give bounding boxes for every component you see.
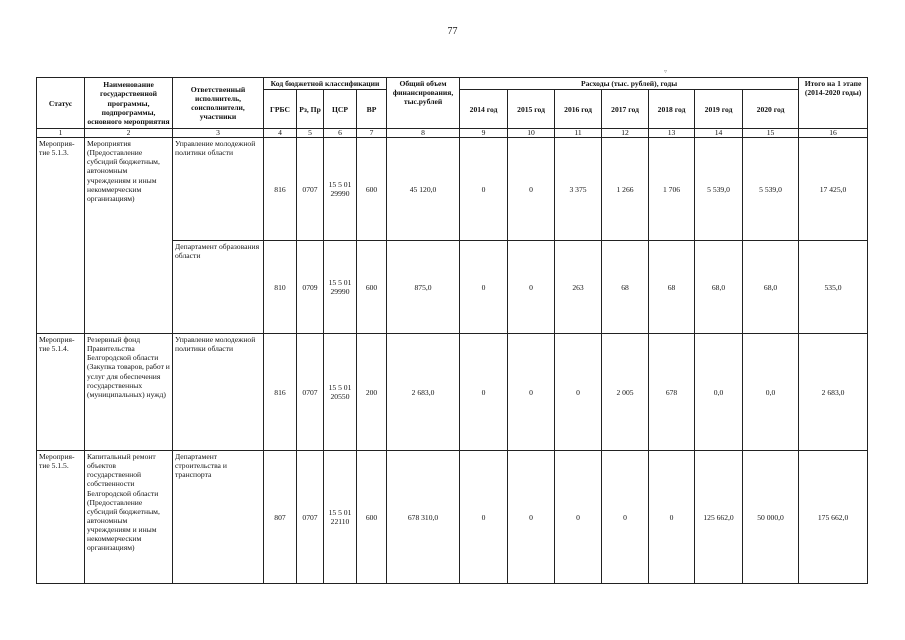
column-number: 11 — [555, 129, 602, 138]
column-number-row — [37, 129, 868, 138]
row-vr: 600 — [357, 138, 387, 241]
column-number: 7 — [357, 129, 387, 138]
table-row — [37, 451, 868, 584]
header-expenses: Расходы (тыс. рублей), годы — [460, 78, 799, 90]
row-2018: 68 — [649, 241, 695, 334]
row-2020: 5 539,0 — [743, 138, 799, 241]
row-rz-pr: 0709 — [297, 241, 324, 334]
header-year-2016: 2016 год — [555, 90, 602, 129]
row-csr: 15 5 01 20550 — [324, 334, 357, 451]
row-2015: 0 — [508, 334, 555, 451]
row-grbs: 810 — [264, 241, 297, 334]
column-number: 1 — [37, 129, 85, 138]
row-2015: 0 — [508, 241, 555, 334]
row-2016: 263 — [555, 241, 602, 334]
row-vr: 200 — [357, 334, 387, 451]
header-year-2014: 2014 год — [460, 90, 508, 129]
header-status: Статус — [37, 78, 85, 129]
column-number: 5 — [297, 129, 324, 138]
row-2018: 0 — [649, 451, 695, 584]
budget-table — [36, 77, 868, 584]
header-total-financing: Общий объем финансирования, тыс.рублей — [387, 78, 460, 129]
row-2017: 1 266 — [602, 138, 649, 241]
column-number: 12 — [602, 129, 649, 138]
scan-mark: ▿ — [664, 69, 668, 75]
row-responsible: Управление молодежной политики области — [173, 334, 264, 451]
column-number: 16 — [799, 129, 868, 138]
row-stage-total: 2 683,0 — [799, 334, 868, 451]
header-stage-total: Итого на 1 этапе (2014-2020 годы) — [799, 78, 868, 129]
column-number: 13 — [649, 129, 695, 138]
row-2017: 68 — [602, 241, 649, 334]
header-year-2015: 2015 год — [508, 90, 555, 129]
row-grbs: 816 — [264, 138, 297, 241]
row-2018: 1 706 — [649, 138, 695, 241]
column-number: 2 — [85, 129, 173, 138]
header-budget-code: Код бюджетной классификации — [264, 78, 387, 90]
header-rz-pr: Рз, Пр — [297, 90, 324, 129]
row-csr: 15 5 01 29990 — [324, 241, 357, 334]
row-2016: 0 — [555, 451, 602, 584]
row-vr: 600 — [357, 241, 387, 334]
row-status: Мероприя-тие 5.1.3. — [37, 138, 85, 334]
row-2018: 678 — [649, 334, 695, 451]
row-status: Мероприя-тие 5.1.5. — [37, 451, 85, 584]
row-2019: 68,0 — [695, 241, 743, 334]
row-name: Мероприятия (Предоставление субсидий бюджетным, автономным учреждениям и иным некоммерческим организациям) — [85, 138, 173, 334]
column-number: 9 — [460, 129, 508, 138]
row-2014: 0 — [460, 138, 508, 241]
row-total: 45 120,0 — [387, 138, 460, 241]
row-stage-total: 17 425,0 — [799, 138, 868, 241]
row-responsible: Управление молодежной политики области — [173, 138, 264, 241]
row-responsible: Департамент строительства и транспорта — [173, 451, 264, 584]
row-csr: 15 5 01 22110 — [324, 451, 357, 584]
header-year-2018: 2018 год — [649, 90, 695, 129]
row-grbs: 807 — [264, 451, 297, 584]
row-vr: 600 — [357, 451, 387, 584]
row-2020: 0,0 — [743, 334, 799, 451]
header-responsible: Ответственный исполнитель, соисполнители, участники — [173, 78, 264, 129]
row-2020: 50 000,0 — [743, 451, 799, 584]
column-number: 6 — [324, 129, 357, 138]
row-2015: 0 — [508, 451, 555, 584]
row-2016: 0 — [555, 334, 602, 451]
header-year-2017: 2017 год — [602, 90, 649, 129]
column-number: 3 — [173, 129, 264, 138]
page-number: 77 — [447, 26, 458, 37]
row-2019: 125 662,0 — [695, 451, 743, 584]
header-year-2019: 2019 год — [695, 90, 743, 129]
table-row — [37, 138, 868, 241]
row-rz-pr: 0707 — [297, 138, 324, 241]
row-stage-total: 535,0 — [799, 241, 868, 334]
row-2015: 0 — [508, 138, 555, 241]
column-number: 14 — [695, 129, 743, 138]
row-name: Резервный фонд Правительства Белгородской области (Закупка товаров, работ и услуг для обеспечения государственных (муниципальных) нужд) — [85, 334, 173, 451]
row-2017: 0 — [602, 451, 649, 584]
column-number: 15 — [743, 129, 799, 138]
row-name: Капитальный ремонт объектов государственной собственности Белгородской области (Предоставление субсидий бюджетным, автономным учреждениям и иным некоммерческим организациям) — [85, 451, 173, 584]
header-year-2020: 2020 год — [743, 90, 799, 129]
row-2014: 0 — [460, 334, 508, 451]
row-rz-pr: 0707 — [297, 334, 324, 451]
row-grbs: 816 — [264, 334, 297, 451]
header-vr: ВР — [357, 90, 387, 129]
row-responsible: Департамент образования области — [173, 241, 264, 334]
row-total: 2 683,0 — [387, 334, 460, 451]
row-total: 875,0 — [387, 241, 460, 334]
column-number: 8 — [387, 129, 460, 138]
column-number: 10 — [508, 129, 555, 138]
header-name: Наименование государственной программы, подпрограммы, основного мероприятия — [85, 78, 173, 129]
row-stage-total: 175 662,0 — [799, 451, 868, 584]
row-2014: 0 — [460, 241, 508, 334]
row-2016: 3 375 — [555, 138, 602, 241]
row-2014: 0 — [460, 451, 508, 584]
row-csr: 15 5 01 29990 — [324, 138, 357, 241]
row-status: Мероприя-тие 5.1.4. — [37, 334, 85, 451]
row-2019: 0,0 — [695, 334, 743, 451]
row-total: 678 310,0 — [387, 451, 460, 584]
row-rz-pr: 0707 — [297, 451, 324, 584]
header-csr: ЦСР — [324, 90, 357, 129]
table-row — [37, 334, 868, 451]
row-2019: 5 539,0 — [695, 138, 743, 241]
column-number: 4 — [264, 129, 297, 138]
header-grbs: ГРБС — [264, 90, 297, 129]
row-2020: 68,0 — [743, 241, 799, 334]
row-2017: 2 005 — [602, 334, 649, 451]
